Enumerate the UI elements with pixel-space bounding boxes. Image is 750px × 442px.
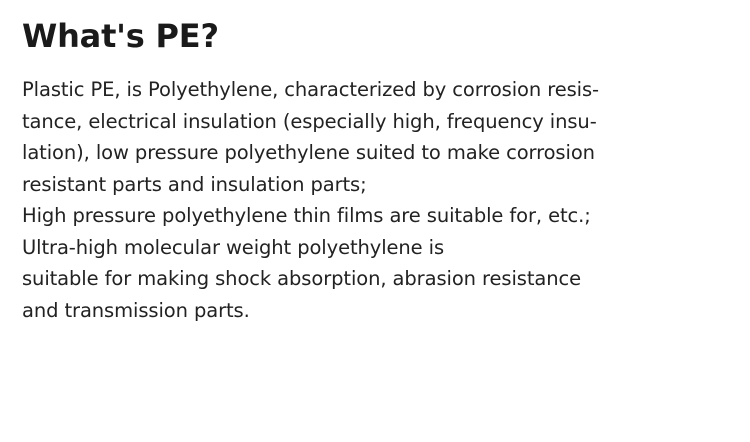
paragraph-line: and transmission parts.: [22, 299, 250, 323]
paragraph-line: lation), low pressure polyethylene suited to make corrosion: [22, 141, 595, 165]
paragraph-line: Plastic PE, is Polyethylene, characterized by corrosion resis-: [22, 78, 599, 101]
paragraph-line: High pressure polyethylene thin films are suitable for, etc.;: [22, 204, 591, 228]
paragraph-line: tance, electrical insulation (especially high, frequency insu-: [22, 109, 597, 133]
paragraph-line: suitable for making shock absorption, abrasion resistance: [22, 267, 582, 291]
paragraph-line: Ultra-high molecular weight polyethylene is: [22, 235, 445, 259]
description-paragraph: [22, 74, 728, 327]
page-title: What's PE?: [22, 17, 219, 55]
paragraph-line: resistant parts and insulation parts;: [22, 172, 367, 196]
